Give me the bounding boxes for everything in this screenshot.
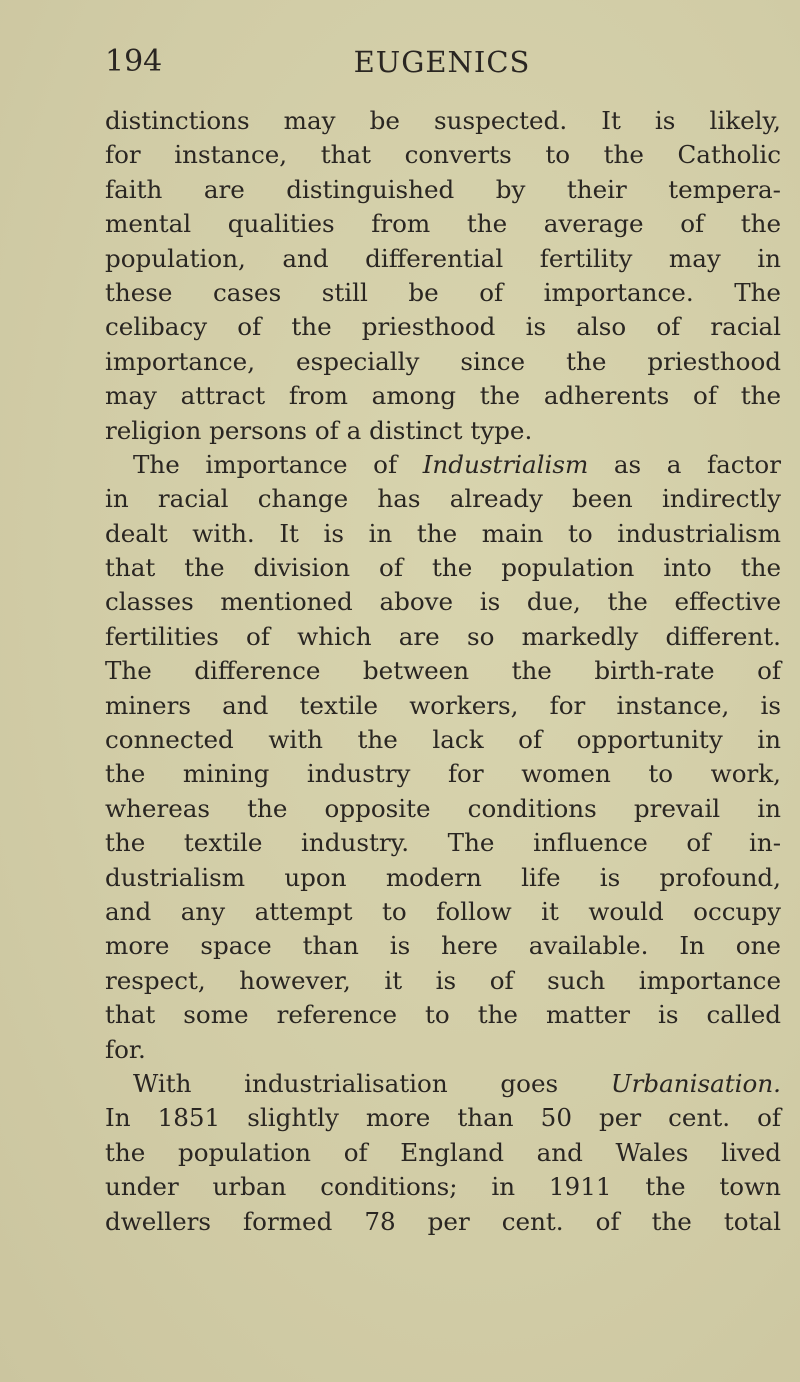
text-line: fertilities of which are so markedly different. xyxy=(105,621,781,651)
text-line: The importance of Industrialism as a factor xyxy=(133,449,781,479)
text-line: importance, especially since the priesthood xyxy=(105,346,781,376)
text-line: whereas the opposite conditions prevail in xyxy=(105,793,781,823)
text-line: for. xyxy=(105,1034,146,1064)
text-line: religion persons of a distinct type. xyxy=(105,415,533,445)
text-line: population, and differential fertility may in xyxy=(105,243,781,273)
running-title: EUGENICS xyxy=(353,45,531,79)
text-line: dealt with. It is in the main to industrialism xyxy=(105,518,781,548)
text-line: In 1851 slightly more than 50 per cent. of xyxy=(105,1103,781,1133)
text-line: With industrialisation goes Urbanisation. xyxy=(133,1068,781,1098)
text-line: the population of England and Wales lived xyxy=(105,1137,781,1167)
text-line: The difference between the birth-rate of xyxy=(105,656,781,686)
text-line: the textile industry. The influence of in- xyxy=(105,828,781,858)
text-line: more space than is here available. In one xyxy=(105,931,781,961)
text-line: for instance, that converts to the Catholic xyxy=(105,140,781,170)
running-head xyxy=(105,40,779,88)
text-line: in racial change has already been indirectly xyxy=(105,484,781,514)
text-line: that the division of the population into the xyxy=(105,553,781,583)
text-line: miners and textile workers, for instance, is xyxy=(105,690,781,720)
text-line: classes mentioned above is due, the effective xyxy=(105,587,781,617)
page-number: 194 xyxy=(105,44,163,79)
text-line: celibacy of the priesthood is also of racial xyxy=(105,312,781,342)
text-line: respect, however, it is of such importance xyxy=(105,965,781,995)
text-line: faith are distinguished by their tempera- xyxy=(105,174,781,204)
body-text xyxy=(105,104,781,1239)
text-line: distinctions may be suspected. It is likely, xyxy=(105,106,781,135)
text-line: the mining industry for women to work, xyxy=(105,759,781,789)
text-line: dustrialism upon modern life is profound, xyxy=(105,862,781,892)
text-line: dwellers formed 78 per cent. of the total xyxy=(105,1206,781,1236)
text-line: under urban conditions; in 1911 the town xyxy=(105,1172,781,1202)
text-line: connected with the lack of opportunity in xyxy=(105,725,781,755)
text-line: mental qualities from the average of the xyxy=(105,209,781,239)
text-line: that some reference to the matter is called xyxy=(105,1000,781,1030)
text-line: and any attempt to follow it would occupy xyxy=(105,896,781,926)
text-line: may attract from among the adherents of the xyxy=(105,381,781,411)
text-line: these cases still be of importance. The xyxy=(105,277,781,307)
